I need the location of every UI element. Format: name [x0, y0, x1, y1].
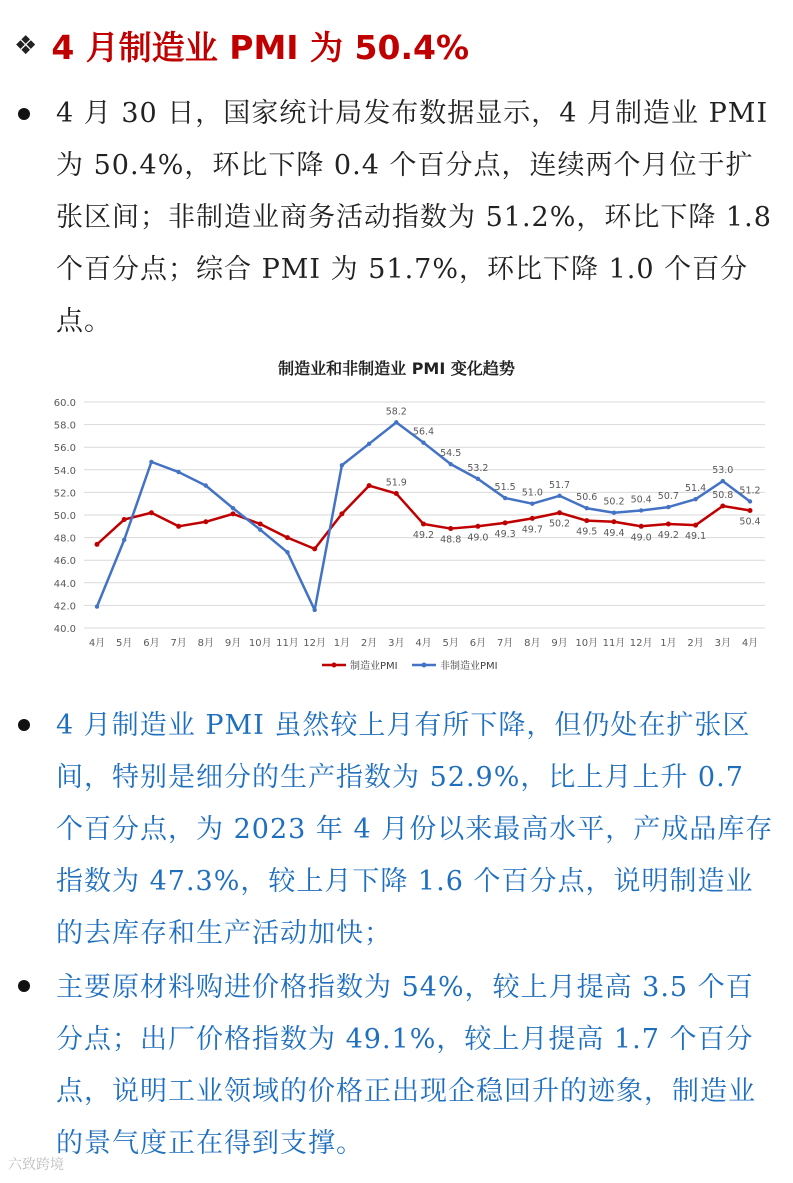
data-label: 50.8: [712, 489, 734, 501]
section-heading: [14, 22, 469, 69]
data-point: [95, 542, 100, 547]
data-point: [95, 604, 99, 608]
data-point: [339, 511, 344, 516]
data-point: [584, 518, 589, 523]
x-tick-label: 1月: [660, 638, 677, 649]
data-point: [557, 510, 562, 515]
data-label: 50.4: [739, 516, 761, 528]
data-point: [612, 511, 616, 515]
x-tick-label: 1月: [333, 638, 351, 649]
data-point: [285, 550, 289, 554]
x-tick-label: 2月: [360, 638, 378, 649]
x-tick-label: 12月: [303, 638, 327, 649]
x-tick-label: 7月: [496, 638, 514, 649]
data-point: [394, 491, 399, 496]
data-point: [503, 496, 507, 500]
data-point: [693, 497, 697, 501]
data-point: [611, 519, 616, 524]
data-point: [448, 526, 453, 531]
y-tick-label: 58.0: [53, 420, 76, 432]
paragraph-prices: 主要原材料购进价格指数为 54%，较上月提高 3.5 个百分点；出厂价格指数为 49.1%，较上月提高 1.7 个百分点，说明工业领域的价格正出现企稳回升的迹象，制造业的景气度正在得到支撑。: [56, 972, 756, 1159]
data-point: [748, 508, 753, 513]
data-point: [557, 494, 561, 498]
x-tick-label: 11月: [602, 638, 626, 649]
x-tick-label: 4月: [741, 638, 759, 649]
data-point: [149, 510, 154, 515]
data-point: [312, 608, 316, 612]
data-point: [503, 520, 508, 525]
bullet-dot-icon: [18, 719, 30, 731]
data-label: 51.5: [494, 482, 516, 494]
series-line-non-manufacturing: [97, 422, 750, 610]
bullet-dot-icon: [18, 108, 30, 120]
data-point: [721, 479, 725, 483]
data-label: 49.2: [657, 530, 679, 542]
data-label: 51.7: [548, 479, 571, 491]
data-label: 51.4: [685, 483, 707, 495]
data-point: [530, 516, 535, 521]
x-tick-label: 6月: [143, 638, 160, 649]
legend-marker: [422, 663, 427, 668]
y-tick-label: 46.0: [53, 556, 76, 568]
data-label: 49.4: [603, 527, 625, 539]
data-label: 48.8: [440, 534, 462, 546]
data-point: [203, 519, 208, 524]
heading-text: 4 月制造业 PMI 为 50.4%: [51, 28, 470, 67]
data-point: [530, 502, 534, 506]
data-point: [475, 524, 480, 529]
x-tick-label: 9月: [224, 638, 242, 649]
y-tick-label: 44.0: [53, 578, 76, 590]
x-tick-label: 9月: [551, 638, 568, 649]
x-tick-label: 4月: [415, 638, 432, 649]
data-point: [231, 511, 236, 516]
data-point: [285, 535, 290, 540]
data-point: [421, 440, 425, 444]
x-tick-label: 5月: [442, 638, 459, 649]
data-point: [693, 523, 698, 528]
data-label: 54.5: [440, 448, 462, 460]
x-tick-label: 8月: [524, 638, 541, 649]
x-tick-label: 3月: [714, 638, 731, 649]
data-point: [666, 505, 670, 509]
paragraph-summary: 4 月 30 日，国家统计局发布数据显示，4 月制造业 PMI 为 50.4%，环比下降 0.4 个百分点，连续两个月位于扩张区间；非制造业商务活动指数为 51.2%，环比下降 1.8 个百分点；综合 PMI 为 51.7%，环比下降 1.0 个百分点。: [56, 98, 772, 337]
data-point: [585, 506, 589, 510]
x-tick-label: 11月: [276, 638, 299, 649]
data-point: [666, 522, 671, 527]
data-label: 58.2: [385, 406, 407, 418]
data-label: 53.0: [712, 465, 734, 477]
diamond-bullet-icon: ❖: [14, 30, 38, 61]
data-point: [639, 524, 644, 529]
y-tick-label: 56.0: [53, 443, 76, 455]
legend-marker: [332, 663, 337, 668]
y-tick-label: 50.0: [53, 511, 76, 522]
x-tick-label: 10月: [575, 638, 599, 649]
pmi-line-chart: [0, 380, 793, 690]
x-tick-label: 3月: [388, 638, 405, 649]
data-point: [449, 462, 453, 466]
legend-label: 制造业PMI: [350, 661, 398, 672]
data-point: [231, 506, 235, 510]
data-point: [394, 420, 398, 424]
x-tick-label: 6月: [469, 638, 487, 649]
x-tick-label: 4月: [88, 638, 106, 649]
data-label: 50.4: [630, 494, 652, 506]
y-tick-label: 48.0: [53, 533, 76, 545]
y-tick-label: 42.0: [53, 601, 76, 613]
data-point: [258, 522, 263, 527]
data-point: [149, 460, 153, 464]
watermark-logo: 六致跨境: [8, 1157, 64, 1173]
data-point: [176, 524, 181, 529]
x-tick-label: 8月: [197, 638, 215, 649]
data-point: [476, 477, 480, 481]
y-tick-label: 52.0: [53, 488, 76, 500]
data-label: 50.2: [548, 518, 571, 530]
data-label: 51.0: [521, 487, 543, 499]
y-tick-label: 54.0: [53, 465, 76, 477]
data-point: [367, 442, 371, 446]
x-tick-label: 10月: [248, 638, 272, 649]
data-label: 49.0: [467, 532, 489, 544]
data-point: [258, 527, 262, 531]
y-tick-label: 40.0: [53, 624, 76, 635]
data-point: [176, 470, 180, 474]
data-point: [367, 483, 372, 488]
data-label: 51.9: [385, 477, 407, 489]
data-label: 56.4: [412, 426, 435, 438]
data-point: [122, 517, 127, 522]
x-tick-label: 5月: [116, 638, 133, 649]
data-label: 49.5: [576, 526, 598, 538]
data-label: 49.3: [494, 528, 516, 540]
x-tick-label: 12月: [629, 638, 653, 649]
x-tick-label: 2月: [687, 638, 704, 649]
data-point: [340, 463, 344, 467]
y-tick-label: 60.0: [53, 398, 76, 409]
bullet-dot-icon: [18, 980, 30, 992]
data-label: 49.7: [521, 524, 543, 536]
paragraph-production: 4 月制造业 PMI 虽然较上月有所下降，但仍处在扩张区间，特别是细分的生产指数为 52.9%，比上月上升 0.7 个百分点，为 2023 年 4 月份以来最高水平，产成品库存指数为 47.3%，较上月下降 1.6 个百分点，说明制造业的去库存和生产活动加快；: [56, 710, 774, 949]
data-label: 50.6: [576, 492, 598, 504]
data-label: 50.2: [603, 496, 625, 508]
data-label: 49.1: [685, 531, 707, 543]
data-point: [204, 483, 208, 487]
data-point: [748, 499, 752, 503]
x-tick-label: 7月: [170, 638, 187, 649]
legend-label: 非制造业PMI: [440, 661, 498, 672]
data-label: 49.0: [630, 532, 652, 544]
data-label: 53.2: [467, 462, 489, 474]
data-point: [421, 522, 426, 527]
data-point: [312, 546, 317, 551]
data-label: 51.2: [739, 485, 761, 497]
chart-title: 制造业和非制造业 PMI 变化趋势: [278, 359, 515, 378]
data-label: 49.2: [412, 530, 435, 542]
data-point: [639, 508, 643, 512]
data-point: [122, 538, 126, 542]
data-point: [720, 503, 725, 508]
data-label: 50.7: [657, 491, 679, 503]
